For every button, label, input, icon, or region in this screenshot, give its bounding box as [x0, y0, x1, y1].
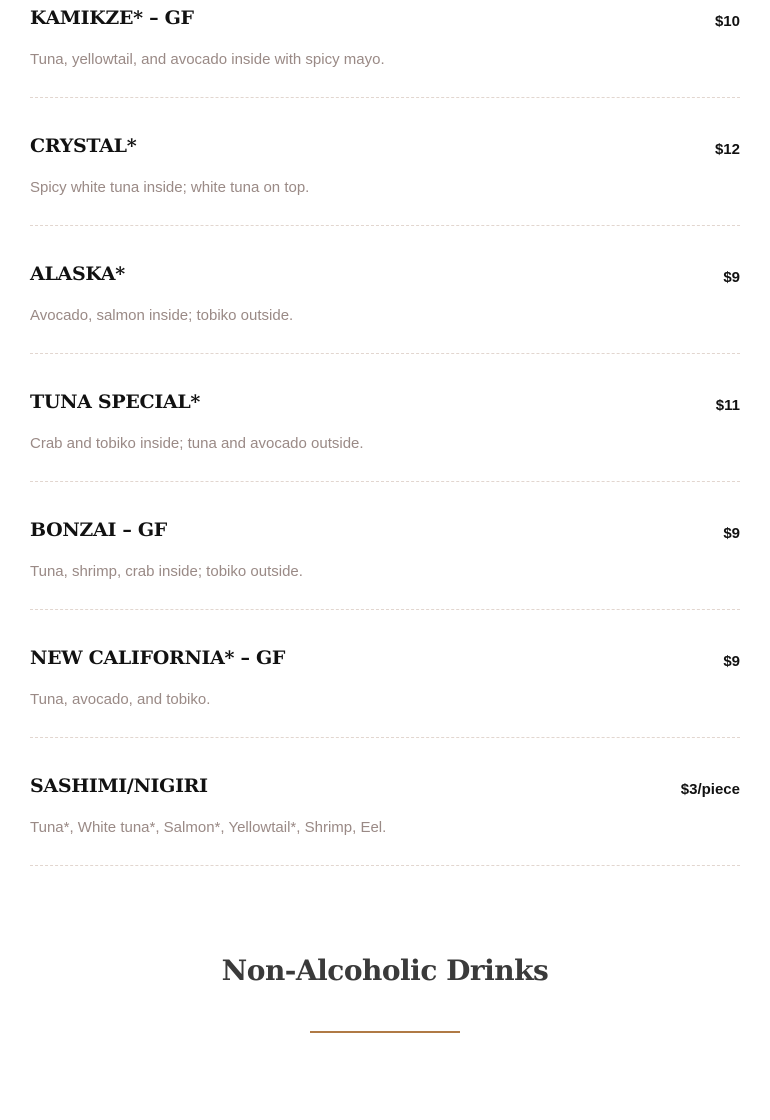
- menu-item-description: Tuna, yellowtail, and avocado inside with spicy mayo.: [30, 51, 385, 68]
- menu-item-price: $11: [715, 397, 740, 414]
- menu-item-price: $3/piece: [680, 781, 740, 798]
- menu-item-description: Tuna, shrimp, crab inside; tobiko outside.: [30, 563, 303, 580]
- menu-item-price: $10: [714, 13, 740, 30]
- menu-item: [30, 256, 740, 354]
- menu-item: [30, 384, 740, 482]
- section-divider: [310, 1031, 460, 1033]
- menu-item-name: SASHIMI/NIGIRI: [30, 775, 208, 797]
- menu-item-name: ALASKA*: [30, 263, 125, 285]
- menu-item-description: Tuna*, White tuna*, Salmon*, Yellowtail*, Shrimp, Eel.: [30, 819, 387, 836]
- menu-item: [30, 768, 740, 866]
- menu-item-name: CRYSTAL*: [30, 135, 137, 157]
- menu-item-description: Crab and tobiko inside; tuna and avocado outside.: [30, 435, 364, 452]
- menu-item-price: $9: [723, 525, 740, 542]
- menu-item-name: TUNA SPECIAL*: [30, 391, 201, 413]
- menu-item-description: Spicy white tuna inside; white tuna on top.: [30, 179, 310, 196]
- menu-item-name: KAMIKZE* – GF: [30, 7, 194, 29]
- menu-item-description: Tuna, avocado, and tobiko.: [30, 691, 211, 708]
- section-title: Non-Alcoholic Drinks: [221, 954, 549, 987]
- menu-item-price: $9: [723, 653, 740, 670]
- menu-item-price: $9: [723, 269, 740, 286]
- menu-item: [30, 0, 740, 98]
- menu-list: [30, 0, 740, 896]
- menu-item-name: NEW CALIFORNIA* – GF: [30, 647, 286, 669]
- menu-item-price: $12: [714, 141, 740, 158]
- menu-item-description: Avocado, salmon inside; tobiko outside.: [30, 307, 294, 324]
- menu-item: [30, 640, 740, 738]
- menu-item: [30, 512, 740, 610]
- menu-item: [30, 128, 740, 226]
- menu-item-name: BONZAI – GF: [30, 519, 167, 541]
